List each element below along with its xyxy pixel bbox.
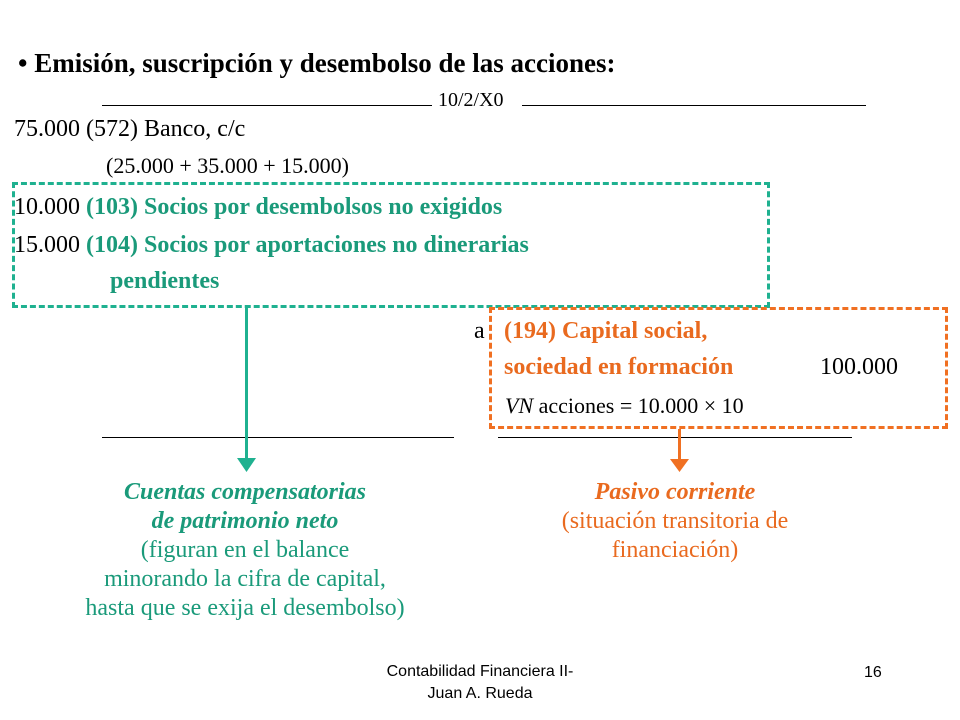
debit-detail: (25.000 + 35.000 + 15.000) (106, 153, 349, 178)
credit-prefix: a (474, 318, 485, 344)
green-arrow-shaft (245, 308, 248, 460)
credit-account-line1: (194) Capital social, (504, 318, 708, 344)
left-caption-title: Cuentas compensatorias (123, 479, 367, 505)
green-arrow-head-icon (237, 458, 256, 472)
credit-note-vn: VN (505, 393, 534, 418)
left-caption-text: minorando la cifra de capital, (104, 566, 386, 592)
journal-header-line-right (522, 105, 866, 106)
slide-title: • Emisión, suscripción y desembolso de las acciones: (18, 48, 616, 78)
journal-closing-line-left (102, 437, 454, 438)
journal-date: 10/2/X0 (438, 89, 504, 111)
right-caption-title: Pasivo corriente (594, 479, 756, 505)
footer-author: Juan A. Rueda (427, 685, 533, 702)
left-caption-subtitle: de patrimonio neto (151, 508, 339, 534)
footer-course: Contabilidad Financiera II- (386, 663, 574, 680)
debit-line-104 (14, 232, 529, 259)
debit-account: (104) Socios por aportaciones no dinerarias (86, 232, 529, 258)
journal-closing-line-right (498, 437, 852, 438)
debit-line-bank (14, 116, 245, 143)
debit-amount: 75.000 (14, 116, 80, 142)
footer (320, 661, 640, 705)
journal-header-line-left (102, 105, 432, 106)
orange-arrow-shaft (678, 429, 681, 461)
credit-account-line2: sociedad en formación (504, 354, 734, 380)
credit-note (505, 393, 744, 419)
debit-amount: 15.000 (14, 232, 80, 258)
debit-amount: 10.000 (14, 194, 80, 220)
credit-note-rest: acciones = 10.000 × 10 (538, 393, 744, 418)
right-caption-text: (situación transitoria de (561, 508, 789, 534)
credit-amount: 100.000 (820, 354, 898, 380)
right-caption-text: financiación) (611, 537, 739, 563)
debit-account: (572) Banco, c/c (86, 116, 246, 142)
left-caption-text: (figuran en el balance (140, 537, 350, 563)
page-number: 16 (864, 664, 882, 681)
debit-line-103 (14, 194, 502, 221)
debit-account-continuation: pendientes (110, 268, 220, 294)
debit-account: (103) Socios por desembolsos no exigidos (86, 194, 503, 220)
orange-arrow-head-icon (670, 459, 689, 472)
left-caption (20, 478, 470, 623)
right-caption (500, 478, 850, 565)
left-caption-text: hasta que se exija el desembolso) (85, 595, 405, 621)
